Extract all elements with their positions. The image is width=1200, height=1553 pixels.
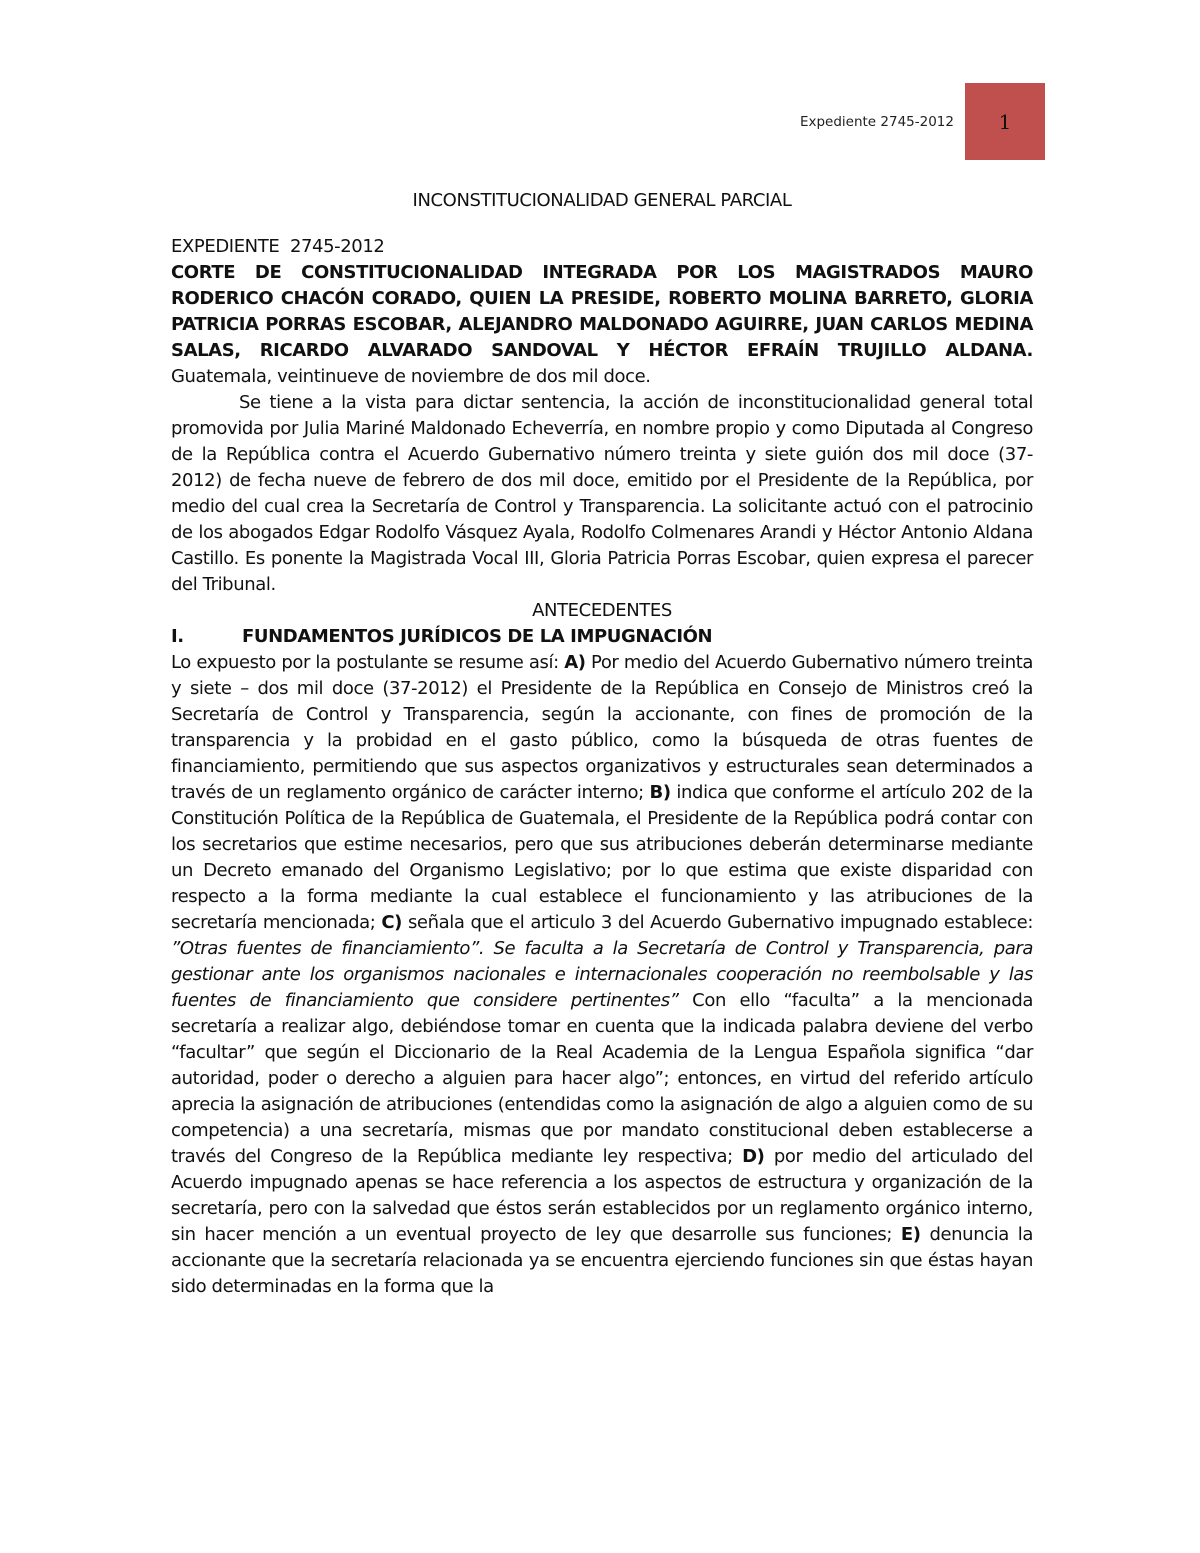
intro-paragraph: Se tiene a la vista para dictar sentencia, la acción de inconstitucionalidad general total promovida por Julia Mariné Maldonado Echeverría, en nombre propio y como Diputada al Congreso de la República contra el Acuerdo Gubernativo número treinta y siete guión dos mil doce (37- 2012) de fecha nueve de febrero de dos mil doce, emitido por el Presidente de la República, por medio del cual crea la Secretaría de Control y Transparencia. La solicitante actuó con el patrocinio de los abogados Edgar Rodolfo Vásquez Ayala, Rodolfo Colmenares Arandi y Héctor Antonio Aldana Castillo. Es ponente la Magistrada Vocal III, Gloria Patricia Porras Escobar, quien expresa el parecer del Tribunal. bbox=[171, 392, 1033, 595]
item-label-a: A) bbox=[564, 652, 586, 673]
body-text-5: Con ello “faculta” a la mencionada secretaría a realizar algo, debiéndose tomar en cuenta que la indicada palabra deviene del verbo “facultar” que según el Diccionario de la Real Academia de la Lengua Española significa “dar autoridad, poder o derecho a alguien para hacer algo”; entonces, en virtud del referido artículo aprecia la asignación de atribuciones (entendidas como la asignación de algo a alguien como de su competencia) a una secretaría, mismas que por mandato constitucional deben establecerse a través del Congreso de la República mediante ley respectiva; bbox=[171, 990, 1034, 1167]
header-expediente-label: Expediente 2745-2012 bbox=[799, 114, 954, 130]
section-title: FUNDAMENTOS JURÍDICOS DE LA IMPUGNACIÓN bbox=[242, 626, 713, 647]
court-paragraph bbox=[171, 260, 1033, 390]
item-label-d: D) bbox=[742, 1146, 765, 1167]
document-title: INCONSTITUCIONALIDAD GENERAL PARCIAL bbox=[412, 190, 792, 211]
expediente-line: EXPEDIENTE 2745-2012 bbox=[171, 236, 385, 257]
page-number-box bbox=[965, 83, 1045, 160]
section-heading bbox=[171, 624, 1033, 650]
document-body bbox=[171, 188, 1033, 1300]
body-text-1: Lo expuesto por la postulante se resume así: bbox=[171, 652, 565, 673]
body-text-2: Por medio del Acuerdo Gubernativo número treinta y siete – dos mil doce (37-2012) el Presidente de la República en Consejo de Ministros creó la Secretaría de Control y Transparencia, según la accionante, con fines de promoción de la transparencia y la probidad en el gasto público, como la búsqueda de otras fuentes de financiamiento, permitiendo que sus aspectos organizativos y estructurales sean determinados a través de un reglamento orgánico de carácter interno; bbox=[171, 652, 1033, 803]
body-text-6: por medio del articulado del Acuerdo impugnado apenas se hace referencia a los aspectos de estructura y organización de la secretaría, pero con la salvedad que éstos serán establecidos por un reglamento orgánico interno, sin hacer mención a un eventual proyecto de ley que desarrolle sus funciones; bbox=[171, 1146, 1033, 1245]
page-number: 1 bbox=[998, 109, 1012, 134]
antecedentes-heading: ANTECEDENTES bbox=[532, 600, 672, 621]
fundamentos-paragraph bbox=[171, 650, 1033, 1300]
body-text-4: señala que el articulo 3 del Acuerdo Gubernativo impugnado establece: bbox=[402, 912, 1033, 933]
court-magistrates: CORTE DE CONSTITUCIONALIDAD INTEGRADA POR LOS MAGISTRADOS MAURO RODERICO CHACÓN CORADO, QUIEN LA PRESIDE, ROBERTO MOLINA BARRETO, GLORIA PATRICIA PORRAS ESCOBAR, ALEJANDRO MALDONADO AGUIRRE, JUAN CARLOS MEDINA SALAS, RICARDO ALVARADO SANDOVAL Y HÉCTOR EFRAÍN TRUJILLO ALDANA. bbox=[171, 262, 1033, 361]
court-date: Guatemala, veintinueve de noviembre de dos mil doce. bbox=[171, 366, 651, 387]
item-label-c: C) bbox=[381, 912, 402, 933]
item-label-b: B) bbox=[649, 782, 671, 803]
quoted-article: ”Otras fuentes de financiamiento”. Se faculta a la Secretaría de Control y Transparencia, para gestionar ante los organismos nacionales e internacionales cooperación no reembolsable y las fuentes de financiamiento que considere pertinentes” bbox=[171, 938, 1033, 1011]
body-text-3: indica que conforme el artículo 202 de la Constitución Política de la República de Guatemala, el Presidente de la República podrá contar con los secretarios que estime necesarios, pero que sus atribuciones deberán determinarse mediante un Decreto emanado del Organismo Legislativo; por lo que estima que existe disparidad con respecto a la forma mediante la cual establece el funcionamiento y las atribuciones de la secretaría mencionada; bbox=[171, 782, 1033, 933]
item-label-e: E) bbox=[900, 1224, 921, 1245]
body-text-7: denuncia la accionante que la secretaría relacionada ya se encuentra ejerciendo funciones sin que éstas hayan sido determinadas en la forma que la bbox=[171, 1224, 1034, 1297]
section-number: I. bbox=[171, 626, 184, 647]
